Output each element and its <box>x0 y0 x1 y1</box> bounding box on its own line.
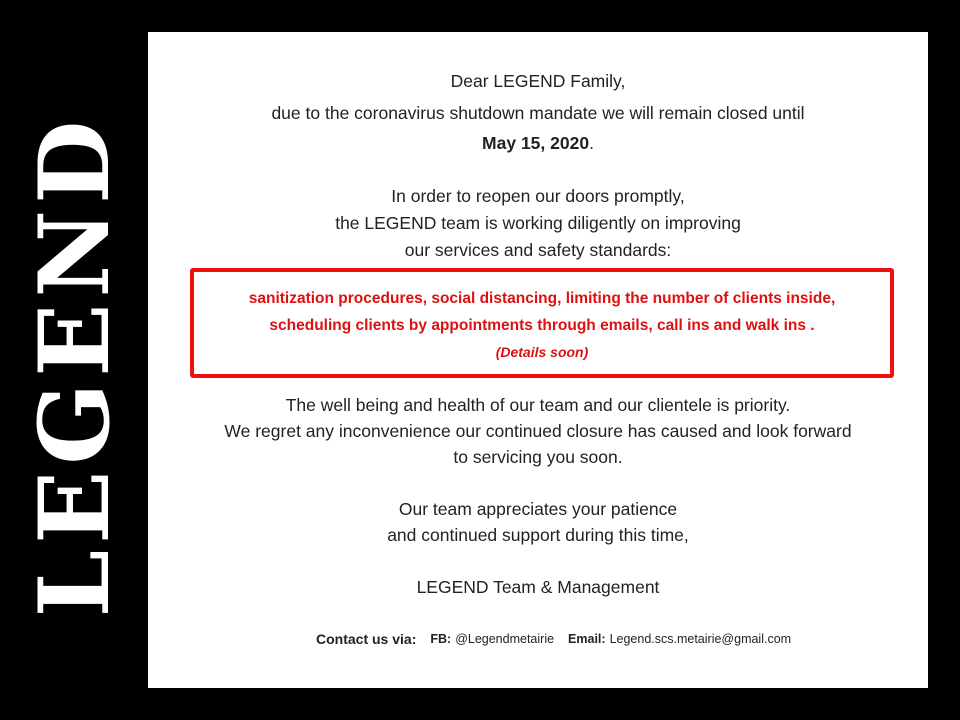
priority-line-2: We regret any inconvenience our continued closure has caused and look forward <box>224 421 852 441</box>
email-label: Email: <box>568 632 606 646</box>
contact-label: Contact us via: <box>316 631 417 647</box>
details-soon: (Details soon) <box>495 344 589 360</box>
closure-intro: due to the coronavirus shutdown mandate we will remain closed until <box>271 103 805 123</box>
closure-date: May 15, 2020 <box>482 133 590 153</box>
thanks-line-2: and continued support during this time, <box>387 525 689 545</box>
priority-line-1: The well being and health of our team and our clientele is priority. <box>285 395 791 415</box>
thanks-line-1: Our team appreciates your patience <box>398 499 678 519</box>
priority-line-3: to servicing you soon. <box>453 447 623 467</box>
safety-measures-line-2: scheduling clients by appointments through emails, call ins and walk ins . <box>269 317 815 334</box>
fb-handle: @Legendmetairie <box>455 632 555 646</box>
signature: LEGEND Team & Management <box>416 577 660 597</box>
safety-measures-box <box>190 268 894 378</box>
reopen-line-1: In order to reopen our doors promptly, <box>391 186 685 206</box>
email-address: Legend.scs.metairie@gmail.com <box>609 632 792 646</box>
contact-bar <box>316 628 792 650</box>
closure-date-suffix: . <box>589 133 594 153</box>
announcement-card <box>148 32 928 688</box>
closure-date-line <box>148 132 928 154</box>
reopen-line-2: the LEGEND team is working diligently on improving <box>335 213 741 233</box>
brand-sidebar <box>0 0 148 720</box>
reopen-line-3: our services and safety standards: <box>404 240 672 260</box>
safety-measures-line-1: sanitization procedures, social distancing, limiting the number of clients inside, <box>248 290 836 307</box>
brand-logo-text: LEGEND <box>18 114 131 618</box>
greeting: Dear LEGEND Family, <box>450 71 626 91</box>
fb-label: FB: <box>430 632 452 646</box>
